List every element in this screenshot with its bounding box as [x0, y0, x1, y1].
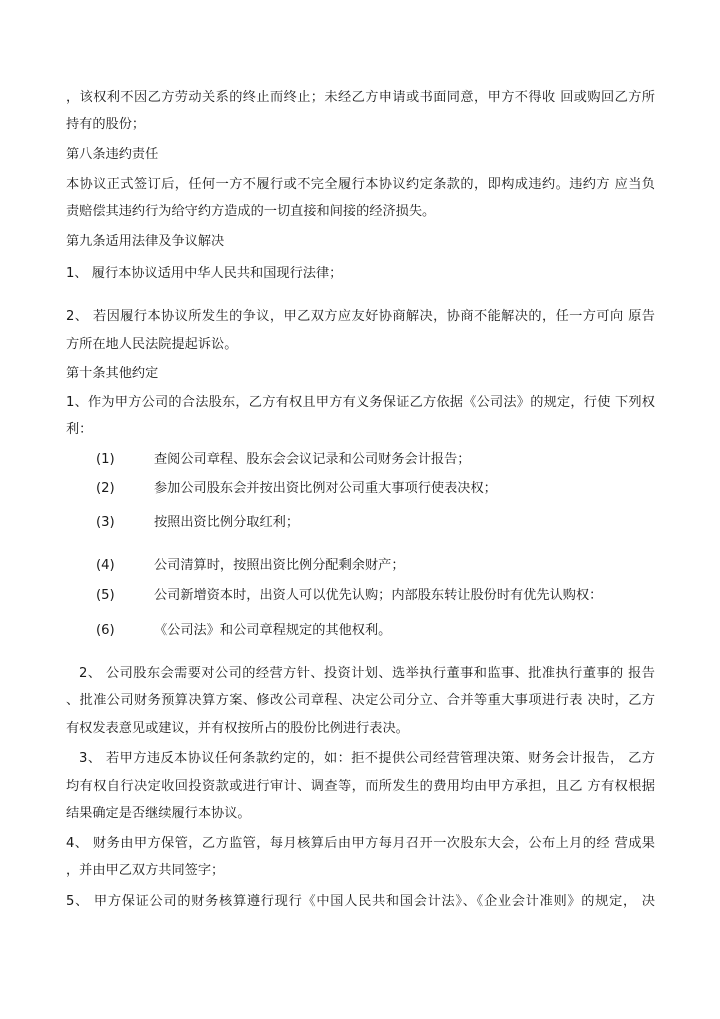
paragraph-line: 均有权自行决定收回投资款或进行审计、调查等，而所发生的费用均由甲方承担，且乙 方有权根据 [66, 779, 655, 794]
list-item: 《公司法》和公司章程规定的其他权利。 [154, 623, 392, 638]
list-item: 按照出资比例分取红利； [154, 515, 300, 530]
section-heading-9: 第九条适用法律及争议解决 [66, 234, 225, 249]
list-number: (5) [96, 588, 115, 603]
section-heading-8: 第八条违约责任 [66, 147, 159, 162]
list-number: (2) [96, 481, 115, 496]
paragraph-line: 有权发表意见或建议，并有权按所占的股份比例进行表决。 [66, 721, 409, 736]
paragraph-line: 结果确定是否继续履行本协议。 [66, 806, 251, 821]
list-item: 公司新增资本时，出资人可以优先认购；内部股东转让股份时有优先认购权： [154, 588, 603, 603]
paragraph-line: 4、 财务由甲方保管，乙方监管，每月核算后由甲方每月召开一次股东大会，公布上月的经 营成果 [66, 836, 655, 851]
paragraph-line: ，该权利不因乙方劳动关系的终止而终止；未经乙方申请或书面同意，甲方不得收 回或购回乙方所 [66, 90, 655, 105]
paragraph-line: 2、 公司股东会需要对公司的经营方针、投资计划、选举执行董事和监事、批准执行董事的 报告 [79, 666, 655, 681]
list-number: (1) [96, 452, 115, 467]
list-item: 公司清算时，按照出资比例分配剩余财产； [154, 558, 405, 573]
list-item: 参加公司股东会并按出资比例对公司重大事项行使表决权； [154, 481, 497, 496]
paragraph-line: 本协议正式签订后，任何一方不履行或不完全履行本协议约定条款的，即构成违约。违约方 应当负 [66, 177, 655, 192]
paragraph-line: 方所在地人民法院提起诉讼。 [66, 337, 238, 352]
list-item: 查阅公司章程、股东会会议记录和公司财务会计报告； [154, 452, 471, 467]
paragraph-line: 2、 若因履行本协议所发生的争议，甲乙双方应友好协商解决，协商不能解决的，任一方可向 原告 [66, 309, 655, 324]
paragraph-line: 1、作为甲方公司的合法股东，乙方有权且甲方有义务保证乙方依据《公司法》的规定，行使 下列权 [66, 395, 655, 410]
list-number: (4) [96, 558, 115, 573]
paragraph-line: 利： [66, 422, 93, 437]
section-heading-10: 第十条其他约定 [66, 366, 159, 381]
paragraph-line: 5、 甲方保证公司的财务核算遵行现行《中国人民共和国会计法》、《企业会计准则》的规定， 决 [66, 894, 655, 909]
list-number: (3) [96, 515, 115, 530]
list-number: (6) [96, 623, 115, 638]
paragraph-line: ，并由甲乙双方共同签字； [66, 863, 225, 878]
paragraph-line: 责赔偿其违约行为给守约方造成的一切直接和间接的经济损失。 [66, 204, 436, 219]
paragraph-line: 3、 若甲方违反本协议任何条款约定的，如：拒不提供公司经营管理决策、财务会计报告， 乙方 [79, 751, 655, 766]
paragraph-line: 持有的股份； [66, 117, 146, 132]
paragraph-line: 、批准公司财务预算决算方案、修改公司章程、决定公司分立、合并等重大事项进行表 决时，乙方 [66, 693, 655, 708]
paragraph-line: 1、 履行本协议适用中华人民共和国现行法律； [66, 266, 343, 281]
